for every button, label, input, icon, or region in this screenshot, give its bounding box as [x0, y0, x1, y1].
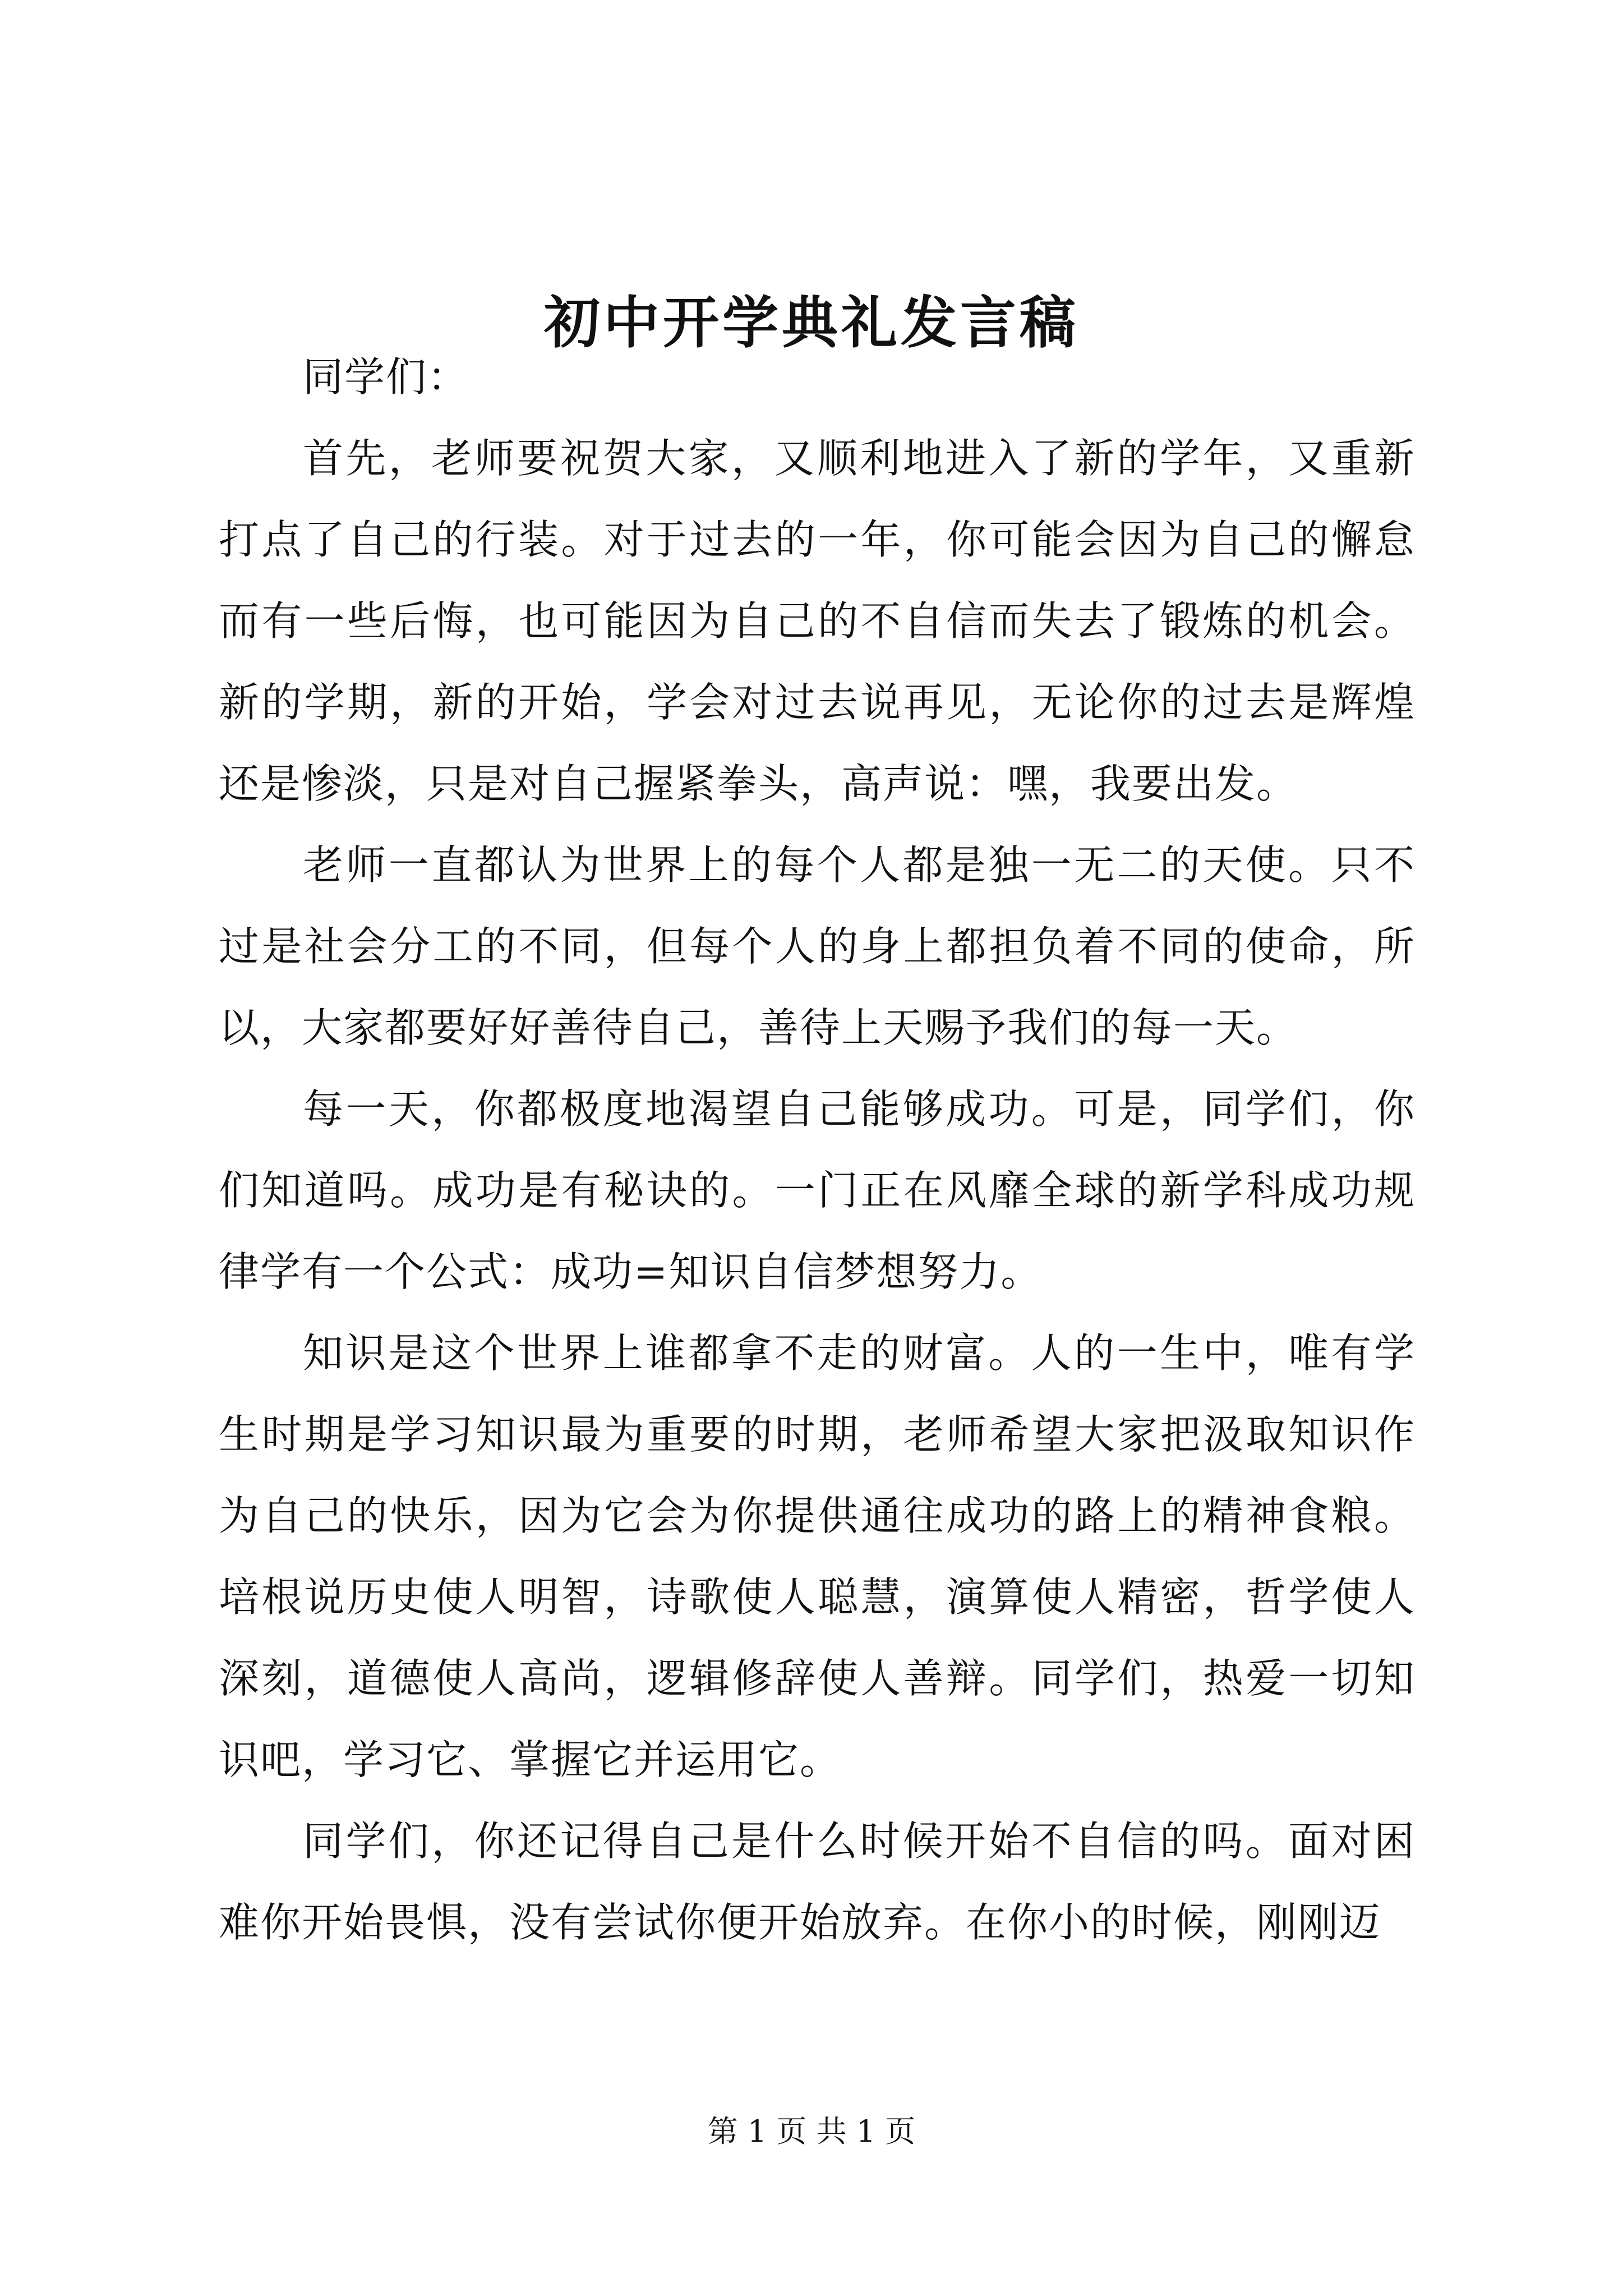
- body-paragraph: 每一天，你都极度地渴望自己能够成功。可是，同学们，你们知道吗。成功是有秘诀的。一门正在风靡全球的新学科成功规律学有一个公式：成功=知识自信梦想努力。: [219, 1085, 1415, 1295]
- body-paragraph: 同学们，你还记得自己是什么时候开始不自信的吗。面对困难你开始畏惧，没有尝试你便开始放弃。在你小的时候，刚刚迈: [219, 1818, 1415, 1946]
- body-paragraph: 老师一直都认为世界上的每个人都是独一无二的天使。只不过是社会分工的不同，但每个人的身上都担负着不同的使命，所以，大家都要好好善待自己，善待上天赐予我们的每一天。: [219, 841, 1415, 1051]
- salutation-paragraph: 同学们：: [303, 353, 469, 401]
- document-title: 初中开学典礼发言稿: [544, 289, 1079, 356]
- body-paragraph: 知识是这个世界上谁都拿不走的财富。人的一生中，唯有学生时期是学习知识最为重要的时期，老师希望大家把汲取知识作为自己的快乐，因为它会为你提供通往成功的路上的精神食粮。培根说历史使人明智，诗歌使人聪慧，演算使人精密，哲学使人深刻，道德使人高尚，逻辑修辞使人善辩。同学们，热爱一切知识吧，学习它、掌握它并运用它。: [219, 1329, 1415, 1783]
- page-footer: 第 1 页 共 1 页: [707, 2114, 916, 2149]
- document-body: [219, 337, 1415, 1963]
- body-paragraph: 首先，老师要祝贺大家，又顺利地进入了新的学年，又重新打点了自己的行装。对于过去的一年，你可能会因为自己的懈怠而有一些后悔，也可能因为自己的不自信而失去了锻炼的机会。新的学期，新的开始，学会对过去说再见，无论你的过去是辉煌还是惨淡，只是对自己握紧拳头，高声说：嘿，我要出发。: [219, 435, 1415, 807]
